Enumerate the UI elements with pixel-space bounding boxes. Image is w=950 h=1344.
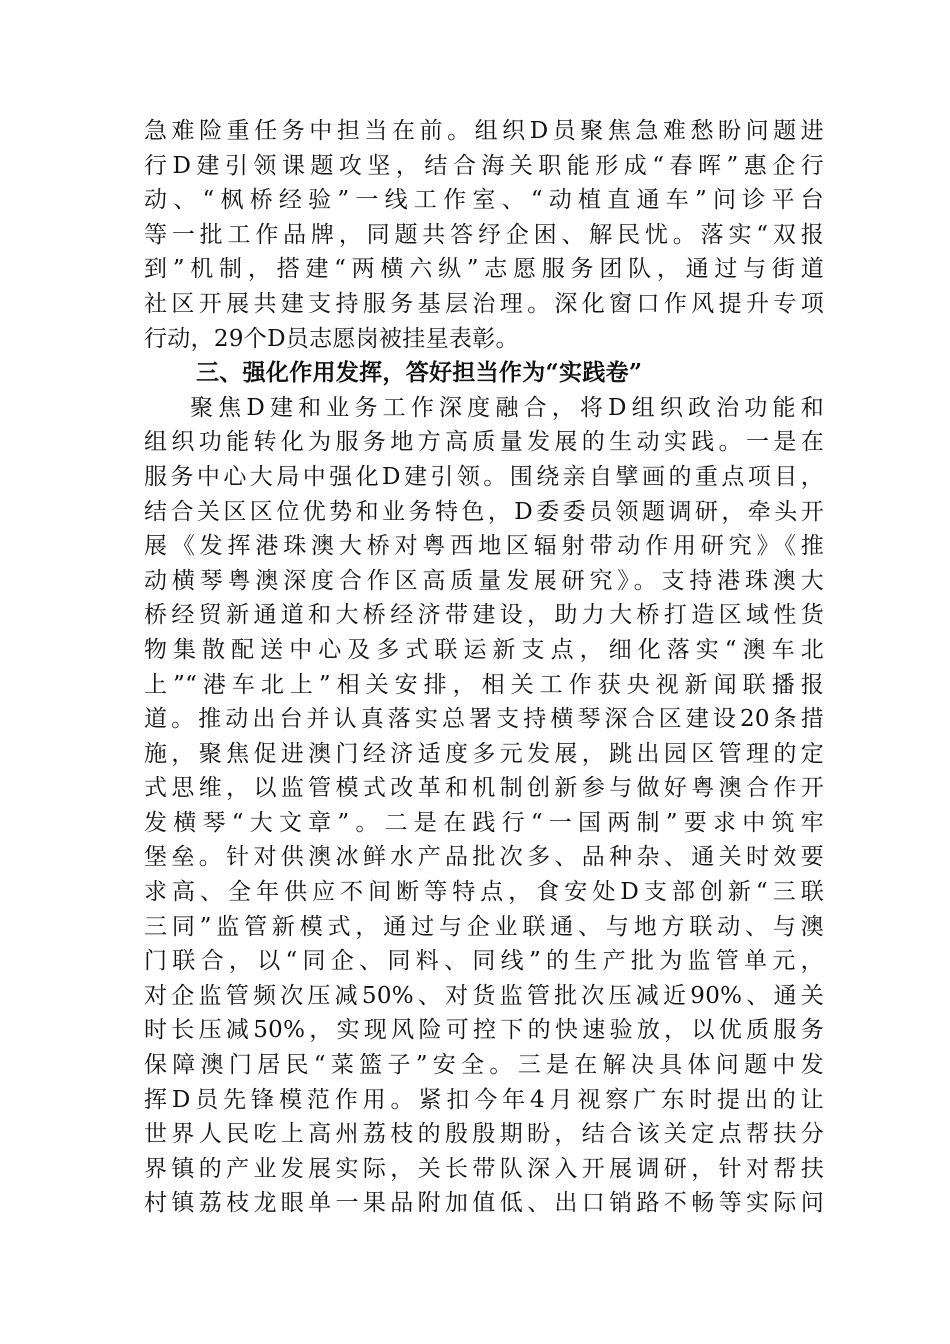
document-body [144,114,824,1221]
paragraph-line: 急难险重任务中担当在前。组织D员聚焦急难愁盼问题进 [144,118,824,144]
paragraph-line: 世界人民吃上高州荔枝的殷殷期盼，结合该关定点帮扶分 [144,1121,824,1148]
paragraph-line: 三同”监管新模式，通过与企业联通、与地方联动、与澳 [144,913,824,940]
paragraph-line: 式思维，以监管模式改革和机制创新参与做好粤澳合作开 [144,775,824,802]
paragraph-line: 堡垒。针对供澳冰鲜水产品批次多、品种杂、通关时效要 [144,844,824,871]
paragraph-first-line: 聚焦D建和业务工作深度融合，将D组织政治功能和 [190,394,824,421]
paragraph-line: 等一批工作品牌，同题共答纾企困、解民忧。落实“双报 [144,221,824,248]
paragraph-line: 保障澳门居民“菜篮子”安全。三是在解决具体问题中发 [144,1052,824,1079]
paragraph-last-line: 行动，29个D员志愿岗被挂星表彰。 [144,325,519,352]
paragraph-line: 施，聚焦促进澳门经济适度多元发展，跳出园区管理的定 [144,740,824,767]
paragraph-line: 求高、全年供应不间断等特点，食安处D支部创新“三联 [144,879,824,906]
paragraph-line: 到”机制，搭建“两横六纵”志愿服务团队，通过与街道 [144,256,824,283]
paragraph-line: 结合关区区位优势和业务特色，D委委员领题调研，牵头开 [144,498,824,525]
paragraph-line: 动、“枫桥经验”一线工作室、“动植直通车”问诊平台 [144,187,824,214]
paragraph-line: 桥经贸新通道和大桥经济带建设，助力大桥打造区域性货 [144,602,824,629]
section-heading: 三、强化作用发挥，答好担当作为“实践卷” [196,359,643,387]
paragraph-line: 物集散配送中心及多式联运新支点，细化落实“澳车北 [144,636,824,663]
paragraph-line: 发横琴“大文章”。二是在践行“一国两制”要求中筑牢 [144,809,824,836]
paragraph-line: 门联合，以“同企、同料、同线”的生产批为监管单元， [144,948,824,975]
paragraph-line: 挥D员先锋模范作用。紧扣今年4月视察广东时提出的让 [144,1086,824,1113]
paragraph-line: 展《发挥港珠澳大桥对粤西地区辐射带动作用研究》《推 [144,533,824,560]
paragraph-line: 上”“港车北上”相关安排，相关工作获央视新闻联播报 [144,671,824,698]
paragraph-line: 界镇的产业发展实际，关长带队深入开展调研，针对帮扶 [144,1155,824,1182]
paragraph-line: 道。推动出台并认真落实总署支持横琴深合区建设20条措 [144,706,824,733]
paragraph-line: 服务中心大局中强化D建引领。围绕亲自擘画的重点项目， [144,463,824,490]
paragraph-line: 时长压减50%，实现风险可控下的快速验放，以优质服务 [144,1017,824,1044]
paragraph-line: 动横琴粤澳深度合作区高质量发展研究》。支持港珠澳大 [144,567,824,594]
paragraph-line: 对企监管频次压减50%、对货监管批次压减近90%、通关 [144,982,824,1009]
paragraph-line: 行D建引领课题攻坚，结合海关职能形成“春晖”惠企行 [144,152,824,179]
paragraph-line: 组织功能转化为服务地方高质量发展的生动实践。一是在 [144,429,824,456]
paragraph-line: 社区开展共建支持服务基层治理。深化窗口作风提升专项 [144,290,824,317]
paragraph-line: 村镇荔枝龙眼单一果品附加值低、出口销路不畅等实际问 [144,1190,824,1217]
